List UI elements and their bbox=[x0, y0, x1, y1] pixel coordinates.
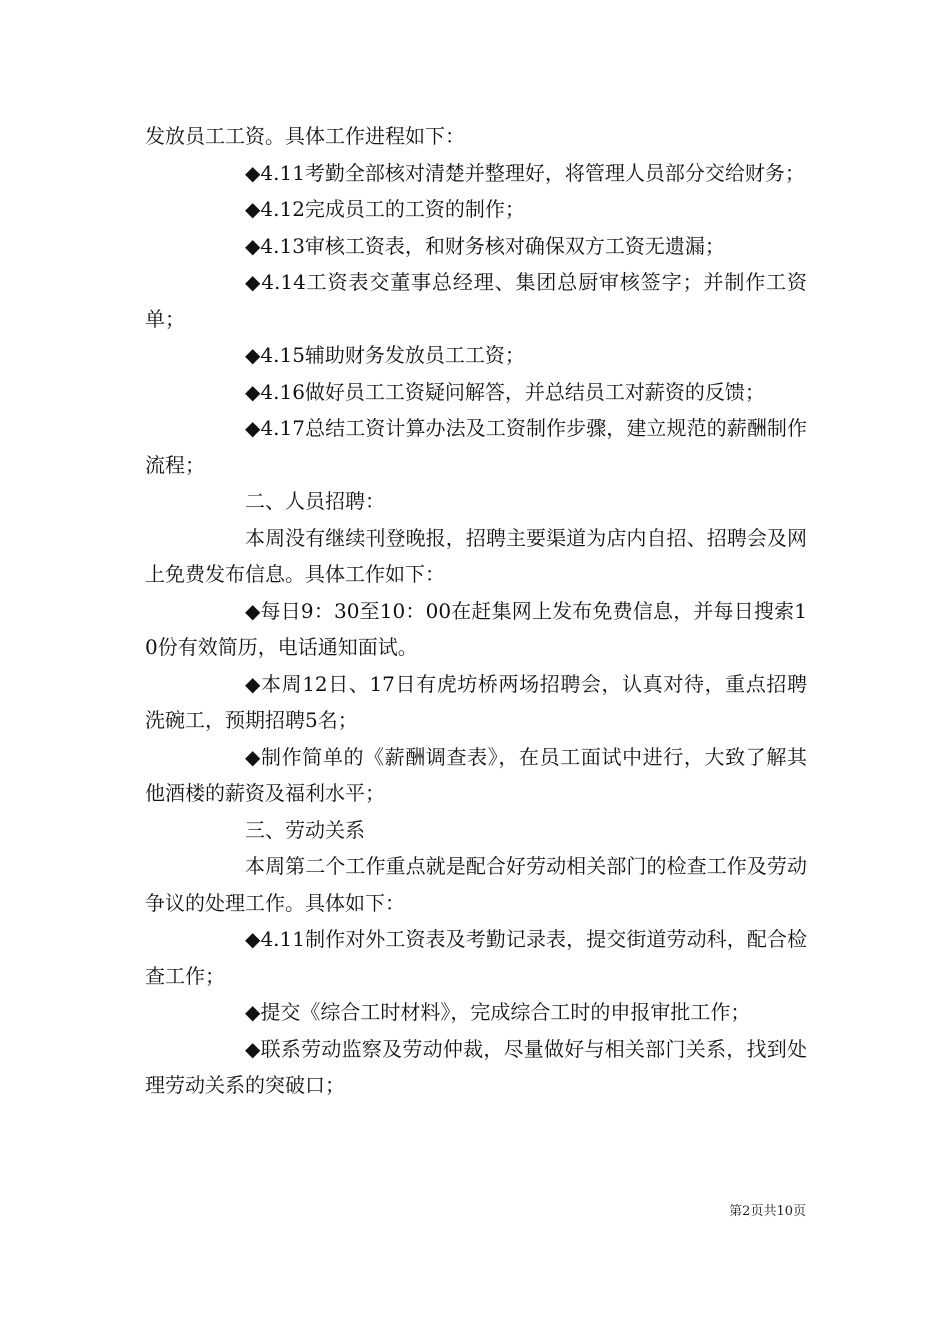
list-item-payroll-4-13: ◆4.13审核工资表，和财务核对确保双方工资无遗漏； bbox=[245, 233, 725, 258]
paragraph-labor-intro: 本周第二个工作重点就是配合好劳动相关部门的检查工作及劳动争议的处理工作。具体如下： bbox=[145, 854, 807, 915]
list-item-payroll-4-15: ◆4.15辅助财务发放员工工资； bbox=[245, 343, 525, 367]
section-heading-recruitment: 二、人员招聘： bbox=[245, 489, 385, 513]
document-body bbox=[145, 118, 807, 1104]
list-item-labor-4-11: ◆4.11制作对外工资表及考勤记录表，提交街道劳动科，配合检查工作； bbox=[145, 927, 807, 988]
page-number-footer: 第2页共10页 bbox=[729, 1204, 806, 1219]
list-item-labor-contact: ◆联系劳动监察及劳动仲裁，尽量做好与相关部门关系，找到处理劳动关系的突破口； bbox=[145, 1036, 807, 1097]
list-item-labor-hours: ◆提交《综合工时材料》，完成综合工时的申报审批工作； bbox=[245, 1000, 751, 1024]
list-item-payroll-4-11: ◆4.11考勤全部核对清楚并整理好，将管理人员部分交给财务； bbox=[245, 160, 805, 185]
list-item-payroll-4-17: ◆4.17总结工资计算办法及工资制作步骤，建立规范的薪酬制作流程； bbox=[145, 416, 807, 477]
paragraph-continuation: 发放员工工资。具体工作进程如下： bbox=[145, 124, 465, 148]
list-item-recruitment-fair: ◆本周12日、17日有虎坊桥两场招聘会，认真对待，重点招聘洗碗工，预期招聘5名； bbox=[145, 671, 807, 732]
list-item-recruitment-survey: ◆制作简单的《薪酬调查表》，在员工面试中进行，大致了解其他酒楼的薪资及福利水平； bbox=[145, 744, 807, 805]
section-heading-labor-relations: 三、劳动关系 bbox=[245, 817, 365, 842]
list-item-payroll-4-12: ◆4.12完成员工的工资的制作； bbox=[245, 197, 525, 221]
paragraph-recruitment-intro: 本周没有继续刊登晚报，招聘主要渠道为店内自招、招聘会及网上免费发布信息。具体工作如下： bbox=[145, 525, 807, 586]
list-item-payroll-4-16: ◆4.16做好员工工资疑问解答，并总结员工对薪资的反馈； bbox=[245, 379, 765, 404]
list-item-payroll-4-14: ◆4.14工资表交董事总经理、集团总厨审核签字；并制作工资单； bbox=[145, 270, 807, 331]
list-item-recruitment-daily: ◆每日9：30至10：00在赶集网上发布免费信息，并每日搜索10份有效简历，电话通知面试。 bbox=[145, 598, 807, 659]
